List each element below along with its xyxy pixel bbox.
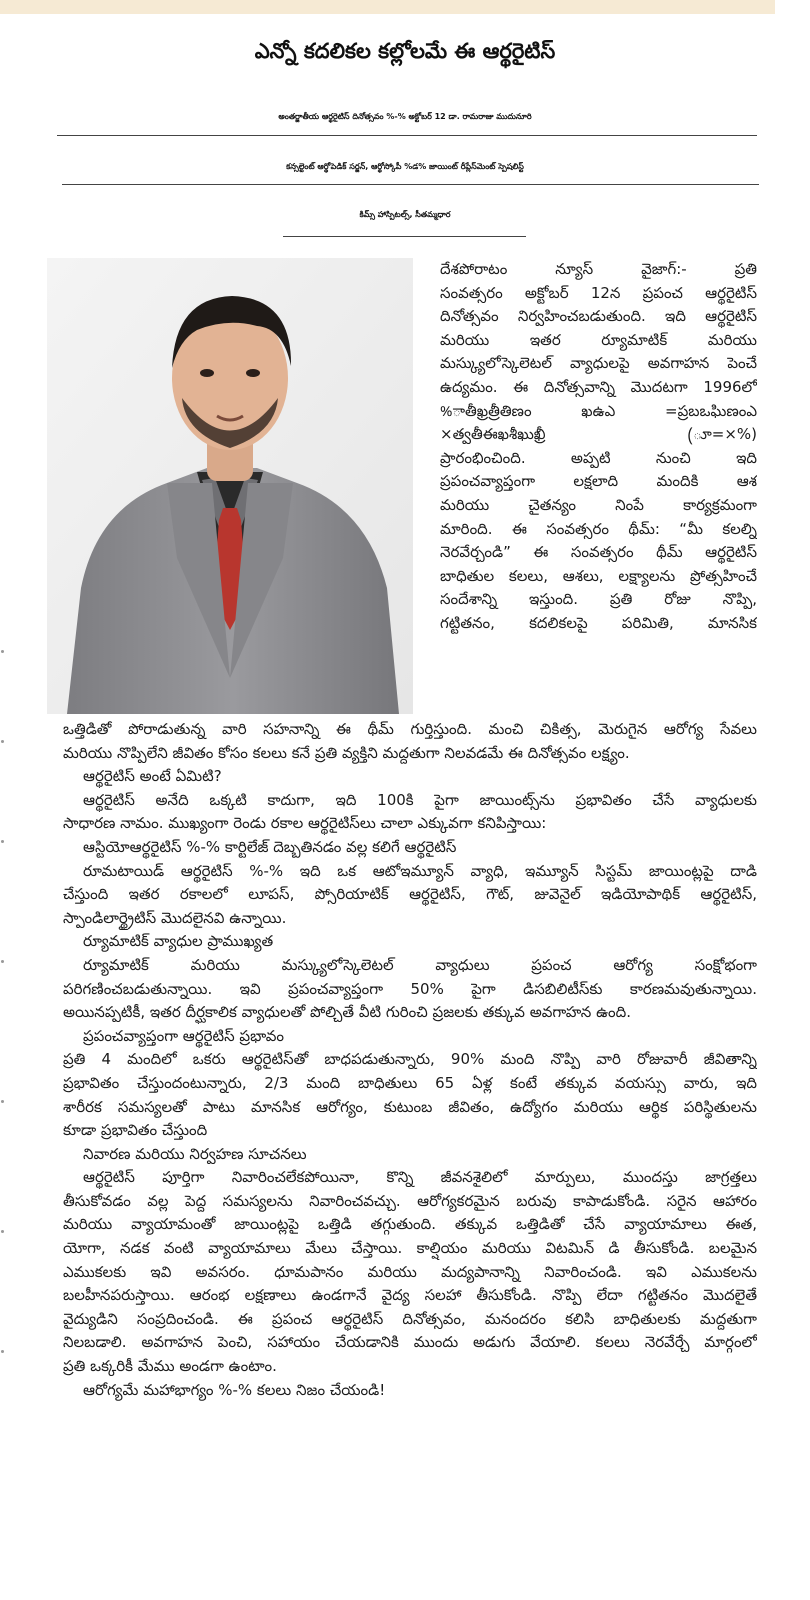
paragraph-line: వైద్యుడిని సంప్రదించండి. ఈ ప్రపంచ ఆర్థరైటిస్ దినోత్సవం, మనందరం కలిసి బాధితులకు మద్దతుగా <box>63 1309 757 1328</box>
intro-line: బాధితుల కలలు, ఆశలు, లక్ష్యాలను ప్రోత్సహించే <box>440 566 757 585</box>
subheading-hospital: కిమ్స్ హాస్పిటల్స్, సీతమ్మధార <box>359 210 451 219</box>
subheading-event-author: అంతర్జాతీయ ఆర్థరైటిస్ దినోత్సవం %-% అక్టోబర్ 12 డా. రామరాజు ముదునూరి <box>278 112 532 121</box>
paragraph-line: ఎముకలకు ఇవి అవసరం. ధూమపానం మరియు మద్యపానాన్ని నివారించండి. ఇవి ఎముకలను <box>63 1262 757 1281</box>
section-heading: ఆర్థరైటిస్ అంటే ఏమిటి? <box>83 767 222 786</box>
intro-line: గట్టితనం, కదలికలపై పరిమితి, మానసిక <box>440 613 757 632</box>
intro-line: మరియు ఇతర ర్యూమాటిక్ మరియు <box>440 330 757 349</box>
section-heading: ఆస్టియోఆర్థరైటిస్ %-% కార్టిలేజ్ దెబ్బతినడం వల్ల కలిగే ఆర్థరైటిస్ <box>83 837 457 856</box>
paragraph-line: పరిగణించబడుతున్నాయి. ఇవి ప్రపంచవ్యాప్తంగా 50% పైగా డిసబిలిటీస్‌కు కారణమవుతున్నాయి. <box>63 979 757 998</box>
paragraph-line: ఆర్థరైటిస్ అనేది ఒక్కటి కాదుగా, ఇది 100కి పైగా జాయింట్స్‌ను ప్రభావితం చేసే వ్యాధులకు <box>83 790 757 809</box>
paragraph-line: అయినప్పటికీ, ఇతర దీర్ఘకాలిక వ్యాధులతో పోల్చితే వీటి గురించి ప్రజలకు తక్కువ అవగాహన ఉంది. <box>63 1003 632 1022</box>
section-heading: నివారణ మరియు నిర్వహణ సూచనలు <box>83 1144 307 1163</box>
intro-line: మస్క్యులోస్కెలెటల్ వ్యాధులపై అవగాహన పెంచే <box>440 354 757 373</box>
paragraph-line: ఆర్థరైటిస్ పూర్తిగా నివారించలేకపోయినా, కొన్ని జీవనశైలిలో మార్పులు, ముందస్తు జాగ్రత్తలు <box>83 1168 757 1187</box>
paragraph-line: శారీరక సమస్యలతో పాటు మానసిక ఆరోగ్యం, కుటుంబ జీవితం, ఉద్యోగం మరియు ఆర్థిక పరిస్థితులను <box>63 1097 757 1116</box>
doctor-photo <box>47 258 413 714</box>
paragraph-line: మరియు వ్యాయామంతో జాయింట్లపై ఒత్తిడి తగ్గుతుంది. తక్కువ ఒత్తిడితో చేసే వ్యాయామాలు ఈత, <box>63 1215 757 1234</box>
section-heading: ప్రపంచవ్యాప్తంగా ఆర్థరైటిస్ ప్రభావం <box>83 1026 284 1045</box>
top-color-strip <box>0 0 775 14</box>
headline: ఎన్నో కదలికల కల్లోలమే ఈ ఆర్థరైటిస్ <box>254 39 556 63</box>
intro-line: నెరవేర్చండి” ఈ సంవత్సరం థీమ్ ఆర్థరైటిస్ <box>440 543 757 562</box>
paragraph-line: బలహీనపరుస్తాయి. ఆరంభ లక్షణాలు ఉండగానే వైద్య సలహా తీసుకోండి. నొప్పి లేదా గట్టితనం మొదలైతే <box>63 1286 757 1305</box>
paragraph-line: రూమటాయిడ్ ఆర్థరైటిస్ %-% ఇది ఒక ఆటోఇమ్యూన్ వ్యాధి, ఇమ్యూన్ సిస్టమ్ జాయింట్లపై దాడి <box>83 861 757 880</box>
intro-line: ప్రారంభించింది. అప్పటి నుంచి ఇది <box>440 448 757 467</box>
paragraph-line: ప్రతి 4 మందిలో ఒకరు ఆర్థరైటిస్‌తో బాధపడుతున్నారు, 90% మంది నొప్పి వారి రోజువారీ జీవితాన్ని <box>63 1050 757 1069</box>
divider-rule <box>62 184 759 185</box>
intro-line: మారింది. ఈ సంవత్సరం థీమ్: “మీ కలల్ని <box>440 519 757 538</box>
intro-line: సంవత్సరం అక్టోబర్ 12న ప్రపంచ ఆర్థరైటిస్ <box>440 283 757 302</box>
paragraph-line: మరియు నొప్పిలేని జీవితం కోసం కలలు కనే ప్రతి వ్యక్తిని మద్దతుగా నిలవడమే ఈ దినోత్సవం లక్ష్యం. <box>63 743 630 762</box>
paragraph-line: ప్రభావితం చేస్తుందంటున్నారు, 2/3 మంది బాధితులు 65 ఏళ్ల కంటే తక్కువ వయస్సు వారు, ఇది <box>63 1073 757 1092</box>
intro-line: సందేశాన్ని ఇస్తుంది. ప్రతి రోజు నొప్పి, <box>440 590 757 609</box>
intro-line: దేశపోరాటం న్యూస్ వైజాగ్:- ప్రతి <box>440 260 757 278</box>
section-heading: ఆరోగ్యమే మహాభాగ్యం %-% కలలు నిజం చేయండి! <box>83 1380 386 1399</box>
paragraph-line: ప్రతి ఒక్కరికీ మేము అండగా ఉంటాం. <box>63 1357 277 1376</box>
intro-line: ఉద్యమం. ఈ దినోత్సవాన్ని మొదటగా 1996లో <box>440 377 757 396</box>
paragraph-line: తీసుకోవడం వల్ల పెద్ద సమస్యలను నివారించవచ్చు. ఆరోగ్యకరమైన బరువు కాపాడుకోండి. సరైన ఆహారం <box>63 1191 757 1210</box>
intro-line: మరియు చైతన్యం నింపే కార్యక్రమంగా <box>440 495 757 514</box>
paragraph-line: ర్యూమాటిక్ మరియు మస్క్యులోస్కెలెటల్ వ్యాధులు ప్రపంచ ఆరోగ్య సంక్షోభంగా <box>83 955 757 974</box>
article-body <box>63 718 757 1402</box>
intro-line: దినోత్సవం నిర్వహించబడుతుంది. ఇది ఆర్థరైటిస్ <box>440 307 757 326</box>
page-edge-marks <box>0 630 6 1430</box>
paragraph-line: నిలబడాలి. అవగాహన పెంచి, సహాయం చేయడానికి ముందు అడుగు వేయాలి. కలలు నెరవేర్చే మార్గంలో <box>63 1333 757 1352</box>
section-heading: ర్యూమాటిక్ వ్యాధుల ప్రాముఖ్యత <box>83 932 274 951</box>
intro-column <box>440 258 757 636</box>
paragraph-line: ఒత్తిడితో పోరాడుతున్న వారి సహనాన్ని ఈ థీమ్ గుర్తిస్తుంది. మంచి చికిత్స, మెరుగైన ఆరోగ్య సేవలు <box>63 720 757 738</box>
divider-rule <box>283 236 526 237</box>
paragraph-line: స్పాండిలార్థ్రైటిస్ మొదలైనవి ఉన్నాయి. <box>63 908 287 927</box>
paragraph-line: చేస్తుంది ఇతర రకాలలో లూపస్, ప్సోరియాటిక్ ఆర్థరైటిస్, గౌట్, జువెనైల్ ఇడియోపాథిక్ ఆర్థరైటిస్, <box>63 885 757 904</box>
paragraph-line: యోగా, నడక వంటి వ్యాయామాలు మేలు చేస్తాయి. కాల్షియం మరియు విటమిన్ డి తీసుకోండి. బలమైన <box>63 1239 757 1258</box>
intro-line: ప్రపంచవ్యాప్తంగా లక్షలాది మందికి ఆశ <box>440 472 757 491</box>
intro-line: %ాతీఖ్రత్రీతిణం ఖఉఎ =ప్రబఒఘిణంఎ <box>440 401 757 420</box>
divider-rule <box>57 135 757 136</box>
subheading-designation: కన్సల్టెంట్ ఆర్థోపెడిక్ సర్జన్, ఆర్థోస్కోపీ %డ% జాయింట్ రీప్లేస్‌మెంట్ స్పెషలిస్ట్ <box>286 162 524 171</box>
intro-line: ×త్వతీఈఖశీఖుఖ్రీ (ూ=×%) <box>440 425 757 444</box>
paragraph-line: సాధారణ నామం. ముఖ్యంగా రెండు రకాల ఆర్థరైటిస్‌లు చాలా ఎక్కువగా కనిపిస్తాయి: <box>63 814 547 833</box>
paragraph-line: కూడా ప్రభావితం చేస్తుంది <box>63 1121 208 1140</box>
